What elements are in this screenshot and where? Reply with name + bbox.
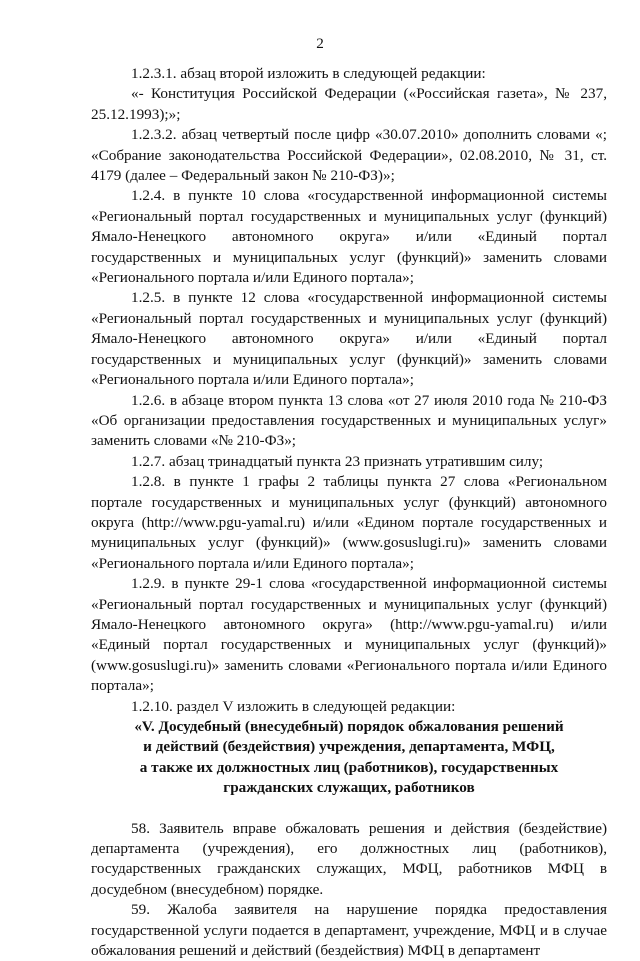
paragraph-1-2-3-2: 1.2.3.2. абзац четвертый после цифр «30.07.2010» дополнить словами «; «Собрание законодательства Российской Федерации», 02.08.2010, № 31, ст. 4179 (далее – Федеральный закон № 210-ФЗ)»; — [91, 126, 607, 185]
section-heading-line: «V. Досудебный (внесудебный) порядок обжалования решений — [134, 718, 564, 735]
page-number: 2 — [316, 35, 324, 52]
paragraph-constitution: «- Конституция Российской Федерации («Российская газета», № 237, 25.12.1993);»; — [91, 85, 607, 123]
paragraph-1-2-6: 1.2.6. в абзаце втором пункта 13 слова «от 27 июля 2010 года № 210-ФЗ «Об организации предоставления государственных и муниципальных услуг» заменить словами «№ 210-ФЗ»; — [91, 391, 607, 450]
document-body — [91, 64, 607, 961]
paragraph-1-2-7: 1.2.7. абзац тринадцатый пункта 23 признать утратившим силу; — [131, 452, 544, 470]
paragraph-1-2-9: 1.2.9. в пункте 29-1 слова «государственной информационной системы «Региональный портал государственных и муниципальных услуг (функций) Ямало-Ненецкого автономного округа» (http://www.pgu-yamal.ru) и/или «Единый портал государственных и муниципальных услуг (функций)» (www.gosuslugi.ru)» заменить словами «Регионального портала и/или Единого портала»; — [91, 575, 607, 695]
section-heading — [91, 717, 607, 799]
paragraph-59: 59. Жалоба заявителя на нарушение порядка предоставления государственной услуги подается в департамент, учреждение, МФЦ и в случае обжалования решений и действий (бездействия) МФЦ в департамент — [91, 901, 607, 960]
paragraph-1-2-4: 1.2.4. в пункте 10 слова «государственной информационной системы «Региональный портал государственных и муниципальных услуг (функций) Ямало-Ненецкого автономного округа» и/или «Единый портал государственных и муниципальных услуг (функций)» заменить словами «Регионального портала и/или Единого портала»; — [91, 187, 607, 287]
paragraph-1-2-8: 1.2.8. в пункте 1 графы 2 таблицы пункта 27 слова «Региональном портале государственных и муниципальных услуг (функций) автономного округа (http://www.pgu-yamal.ru) и/или «Едином портале государственных и муниципальных услуг (функций)» (www.gosuslugi.ru)» заменить словами «Регионального портала и/или Единого портала»; — [91, 473, 607, 572]
paragraph-1-2-5: 1.2.5. в пункте 12 слова «государственной информационной системы «Региональный портал государственных и муниципальных услуг (функций) Ямало-Ненецкого автономного округа» и/или «Единый портал государственных и муниципальных услуг (функций)» заменить словами «Регионального портала и/или Единого портала»; — [91, 289, 607, 389]
spacer — [91, 799, 607, 819]
section-heading-line: а также их должностных лиц (работников), государственных — [139, 758, 559, 776]
paragraph-1-2-3-1: 1.2.3.1. абзац второй изложить в следующей редакции: — [131, 65, 486, 82]
section-heading-line: гражданских служащих, работников — [223, 779, 475, 797]
section-heading-line: и действий (бездействия) учреждения, департамента, МФЦ, — [143, 738, 555, 756]
paragraph-58: 58. Заявитель вправе обжаловать решения и действия (бездействие) департамента (учреждения), его должностных лиц (работников), государственных гражданских служащих, МФЦ, работников МФЦ в досудебном (внесудебном) порядке. — [91, 819, 607, 898]
paragraph-1-2-10: 1.2.10. раздел V изложить в следующей редакции: — [131, 697, 456, 715]
